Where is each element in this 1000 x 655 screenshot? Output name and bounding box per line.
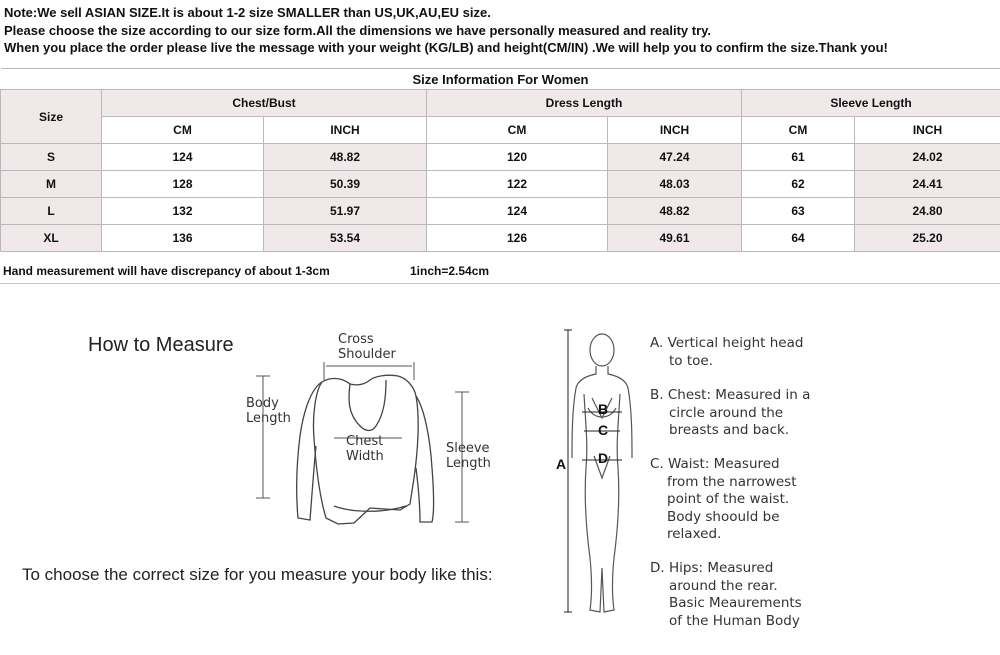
definition-hips: D. Hips: Measured around the rear. Basic Meaurements of the Human Body — [650, 560, 802, 629]
note-line-3: When you place the order please live the message with your weight (KG/LB) and height(CM/IN) .We will help you to confirm the size.Thank you! — [4, 40, 888, 55]
value-cell: 48.82 — [264, 144, 427, 171]
conversion-note: 1inch=2.54cm — [410, 264, 490, 278]
value-cell: 51.97 — [264, 198, 427, 225]
note-line-1: Note:We sell ASIAN SIZE.It is about 1-2 size SMALLER than US,UK,AU,EU size. — [4, 5, 491, 20]
value-cell: 47.24 — [608, 144, 742, 171]
size-table — [0, 68, 1000, 252]
value-cell: 124 — [427, 198, 608, 225]
body-length-label: Body Length — [246, 396, 291, 426]
guide-instruction: To choose the correct size for you measure your body like this: — [22, 565, 493, 584]
cross-shoulder-label: Cross Shoulder — [338, 332, 396, 362]
value-cell: 49.61 — [608, 225, 742, 252]
unit-header: CM — [427, 117, 608, 144]
figure-label-b: B — [598, 401, 609, 417]
discrepancy-note: Hand measurement will have discrepancy of about 1-3cm — [3, 264, 330, 278]
value-cell: 63 — [742, 198, 855, 225]
note-line-2: Please choose the size according to our size form.All the dimensions we have personally measured and reality try. — [4, 22, 712, 38]
unit-header: CM — [742, 117, 855, 144]
body-figure — [560, 328, 640, 620]
value-cell: 64 — [742, 225, 855, 252]
value-cell: 24.41 — [855, 171, 1000, 198]
value-cell: 128 — [102, 171, 264, 198]
value-cell: 24.02 — [855, 144, 1000, 171]
unit-header: INCH — [608, 117, 742, 144]
value-cell: 24.80 — [855, 198, 1000, 225]
table-title: Size Information For Women — [1, 69, 1000, 90]
table-row — [1, 198, 1000, 225]
group-header-dress-length: Dress Length — [427, 90, 742, 117]
definition-chest: B. Chest: Measured in a circle around the breasts and back. — [650, 387, 811, 438]
size-column-header: Size — [1, 90, 102, 144]
table-row — [1, 171, 1000, 198]
value-cell: 48.82 — [608, 198, 742, 225]
table-row — [1, 144, 1000, 171]
sleeve-length-label: Sleeve Length — [446, 441, 491, 471]
value-cell: 53.54 — [264, 225, 427, 252]
definition-waist: C. Waist: Measured from the narrowest point of the waist. Body shoould be relaxed. — [650, 456, 797, 542]
group-header-chest: Chest/Bust — [102, 90, 427, 117]
unit-header: INCH — [855, 117, 1000, 144]
value-cell: 50.39 — [264, 171, 427, 198]
value-cell: 48.03 — [608, 171, 742, 198]
value-cell: 136 — [102, 225, 264, 252]
figure-label-c: C — [598, 422, 609, 438]
size-cell: L — [1, 198, 102, 225]
definition-height: A. Vertical height head to toe. — [650, 335, 804, 369]
value-cell: 132 — [102, 198, 264, 225]
size-cell: M — [1, 171, 102, 198]
unit-header: CM — [102, 117, 264, 144]
unit-header: INCH — [264, 117, 427, 144]
value-cell: 122 — [427, 171, 608, 198]
value-cell: 61 — [742, 144, 855, 171]
value-cell: 25.20 — [855, 225, 1000, 252]
size-cell: XL — [1, 225, 102, 252]
figure-label-d: D — [598, 450, 609, 466]
table-row — [1, 225, 1000, 252]
value-cell: 120 — [427, 144, 608, 171]
size-notes — [4, 4, 888, 57]
figure-label-a: A — [556, 456, 567, 472]
size-cell: S — [1, 144, 102, 171]
section-divider — [0, 283, 1000, 284]
group-header-sleeve-length: Sleeve Length — [742, 90, 1000, 117]
value-cell: 62 — [742, 171, 855, 198]
guide-title: How to Measure — [88, 334, 234, 356]
value-cell: 124 — [102, 144, 264, 171]
chest-width-label: Chest Width — [346, 434, 384, 464]
value-cell: 126 — [427, 225, 608, 252]
